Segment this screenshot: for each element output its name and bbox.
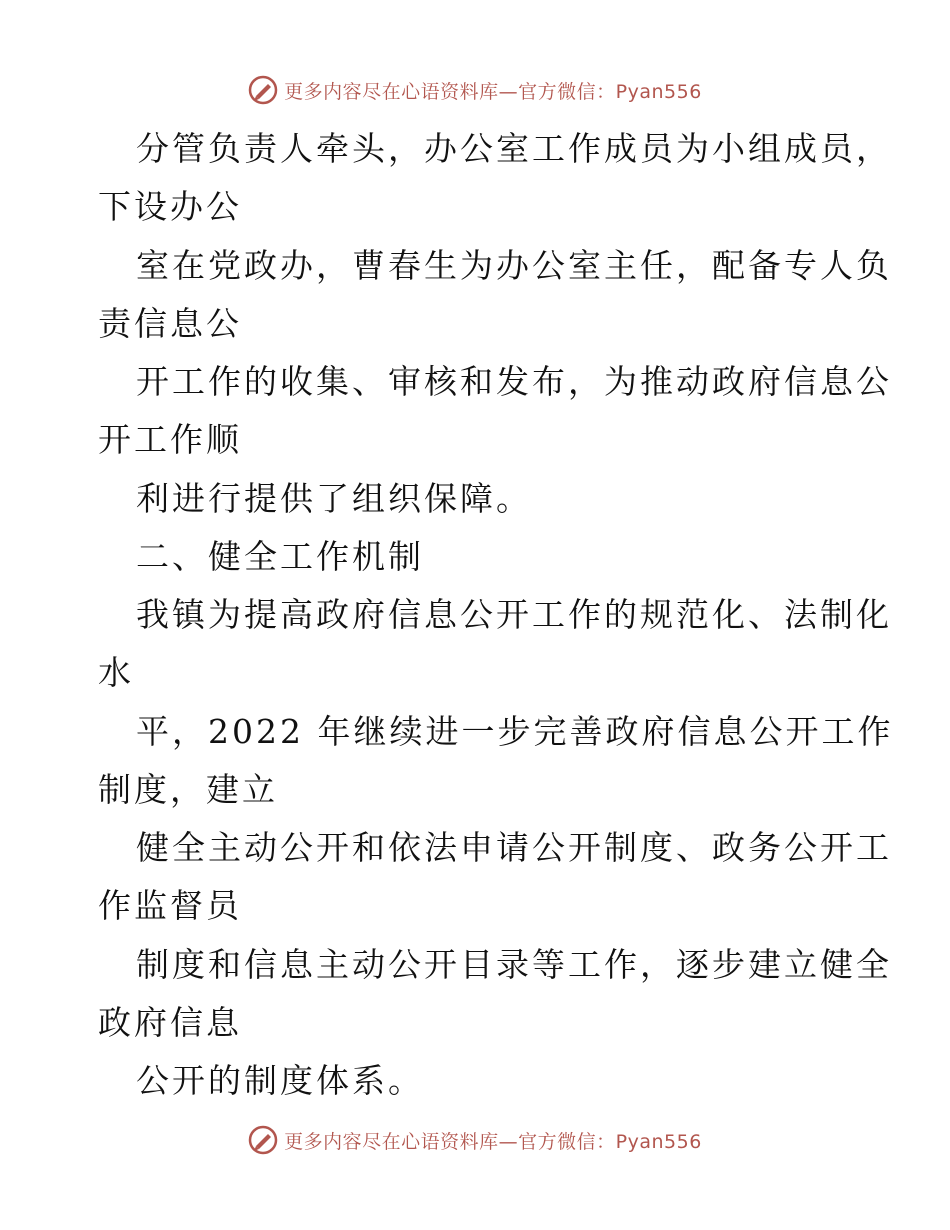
text-line: 我镇为提高政府信息公开工作的规范化、法制化: [136, 595, 892, 634]
text-line: 利进行提供了组织保障。: [136, 479, 532, 518]
text-line: 分管负责人牵头，办公室工作成员为小组成员，: [136, 129, 892, 168]
text-line: 作监督员: [98, 886, 242, 925]
watermark-text: 更多内容尽在心语资料库—官方微信：Pyan556: [284, 1130, 702, 1153]
pen-logo-icon: [248, 1125, 278, 1155]
section-heading: 二、健全工作机制: [136, 537, 424, 576]
text-line: 下设办公: [98, 187, 242, 226]
text-line: 健全主动公开和依法申请公开制度、政务公开工: [136, 828, 892, 867]
text-line: 制度和信息主动公开目录等工作，逐步建立健全: [136, 945, 892, 984]
text-line: 政府信息: [98, 1003, 242, 1042]
pen-logo-icon: [248, 75, 278, 105]
text-line: 公开的制度体系。: [136, 1061, 424, 1100]
text-line: 责信息公: [98, 304, 242, 343]
text-line: 平，2022 年继续进一步完善政府信息公开工作: [136, 712, 894, 751]
text-line: 开工作的收集、审核和发布，为推动政府信息公: [136, 362, 892, 401]
text-line: 水: [98, 653, 134, 692]
text-line: 室在党政办，曹春生为办公室主任，配备专人负: [136, 246, 892, 285]
text-line: 开工作顺: [98, 420, 242, 459]
header-watermark: [0, 70, 950, 110]
footer-watermark: [0, 1120, 950, 1160]
text-line: 制度，建立: [98, 770, 278, 809]
watermark-text: 更多内容尽在心语资料库—官方微信：Pyan556: [284, 80, 702, 103]
